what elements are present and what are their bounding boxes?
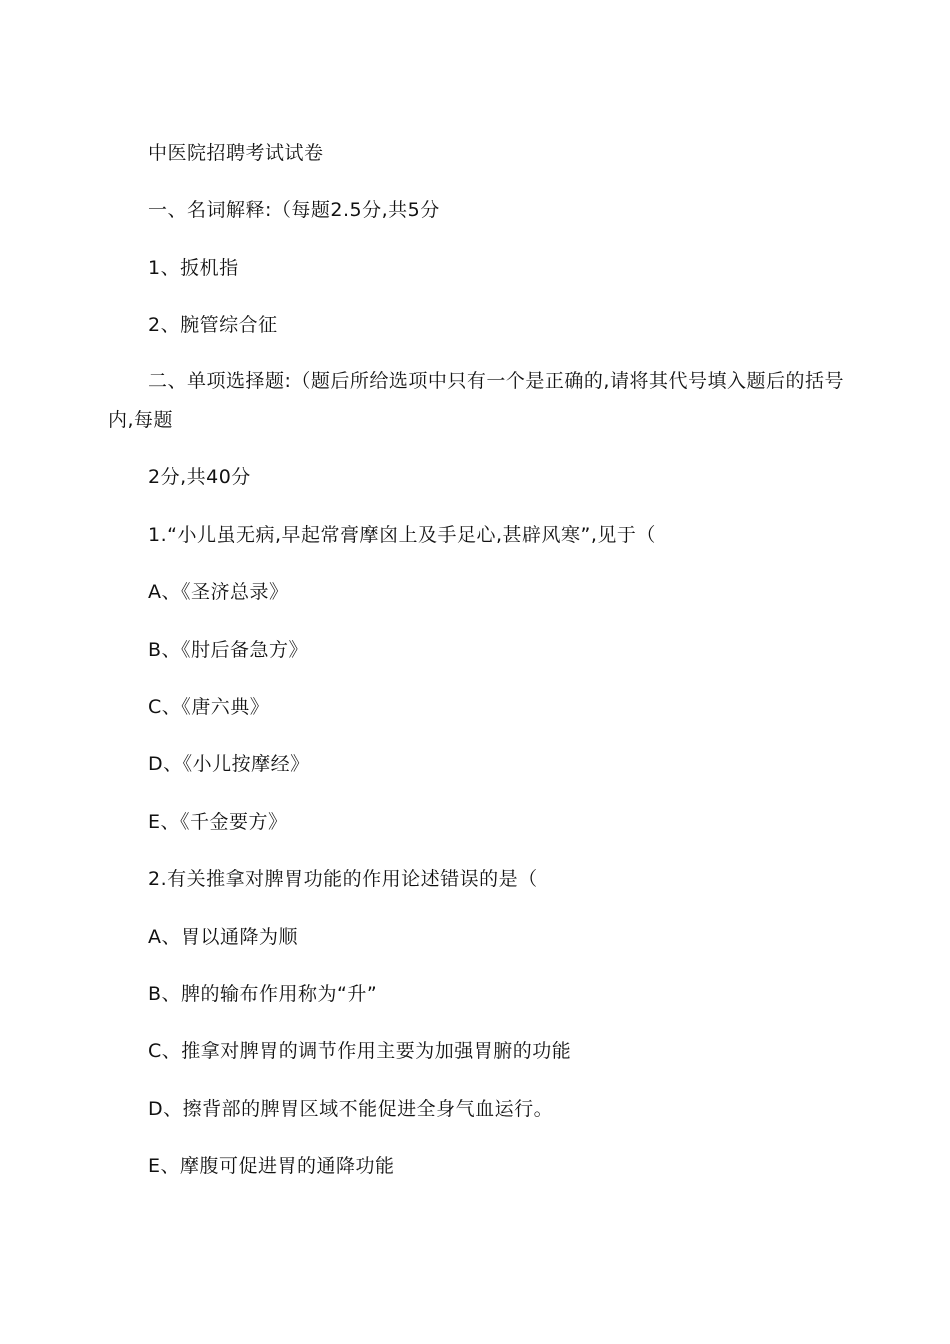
question-stem: 2.有关推拿对脾胃功能的作用论述错误的是（ [148, 868, 538, 890]
section-heading-single-choice: 二、单项选择题:（题后所给选项中只有一个是正确的,请将其代号填入题后的括号内,每题 [108, 370, 844, 431]
definition-item: 2、腕管综合征 [148, 314, 278, 336]
definition-item: 1、扳机指 [148, 257, 239, 279]
question-option: A、《圣济总录》 [148, 581, 289, 603]
page-title: 中医院招聘考试试卷 [148, 142, 324, 164]
question-option: B、《肘后备急方》 [148, 639, 309, 661]
question-stem: 1.“小儿虽无病,早起常膏摩囟上及手足心,甚辟风寒”,见于（ [148, 524, 656, 546]
section-heading-continuation: 2分,共40分 [148, 466, 251, 488]
question-option: E、《千金要方》 [148, 811, 288, 833]
section-heading-definitions: 一、名词解释:（每题2.5分,共5分 [148, 199, 440, 221]
question-option: D、擦背部的脾胃区域不能促进全身气血运行。 [148, 1098, 554, 1120]
question-option: A、胃以通降为顺 [148, 926, 298, 948]
question-option: B、脾的输布作用称为“升” [148, 983, 378, 1005]
question-option: C、推拿对脾胃的调节作用主要为加强胃腑的功能 [148, 1040, 572, 1062]
question-option: E、摩腹可促进胃的通降功能 [148, 1155, 395, 1177]
question-option: D、《小儿按摩经》 [148, 753, 310, 775]
question-option: C、《唐六典》 [148, 696, 270, 718]
